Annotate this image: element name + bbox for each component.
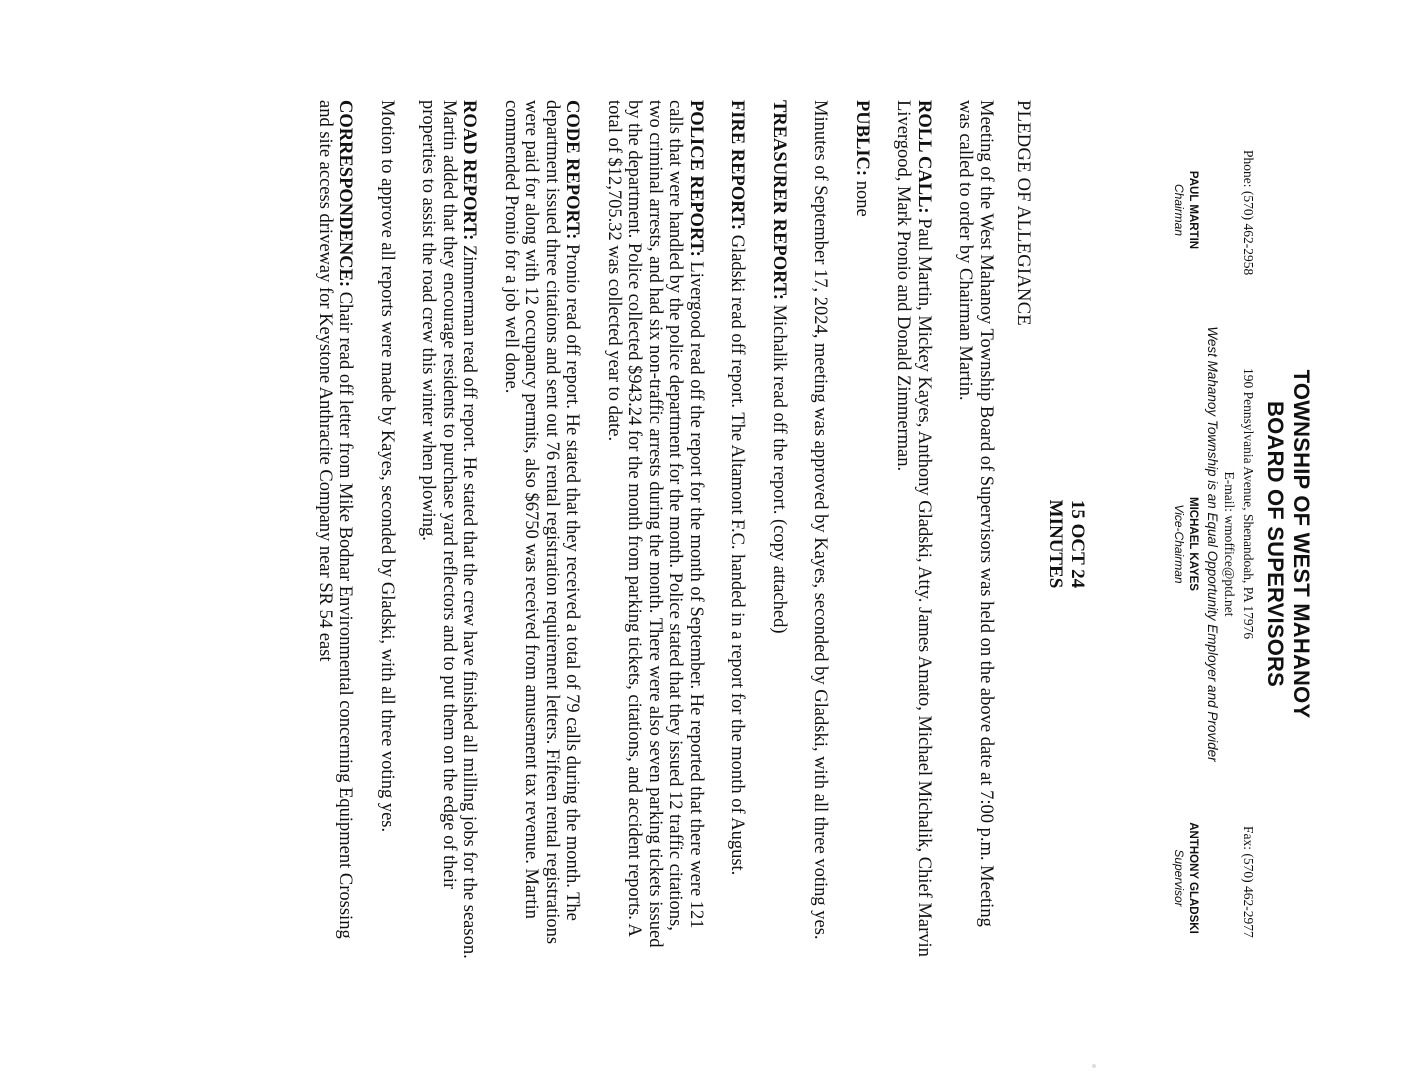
- section-text: Michalik read off the report. (copy attached): [769, 299, 789, 634]
- section-label: POLICE REPORT:: [686, 100, 706, 257]
- treasurer-report-paragraph: [769, 100, 790, 960]
- section-label: TREASURER REPORT:: [769, 100, 789, 300]
- section-label: FIRE REPORT:: [727, 100, 748, 231]
- officer-chairman: [1171, 110, 1200, 310]
- section-label: CODE REPORT:: [562, 100, 583, 240]
- minutes-heading: MINUTES: [1045, 499, 1066, 589]
- officer-name: MICHAEL KAYES: [1187, 497, 1199, 591]
- officer-role: Chairman: [1172, 183, 1186, 237]
- phone-number: Phone: (570) 462-2958: [1241, 150, 1256, 276]
- equal-opportunity-statement: West Mahanoy Township is an Equal Opportunity Employer and Provider: [1205, 326, 1220, 762]
- minutes-approval-paragraph: Minutes of September 17, 2024, meeting was approved by Kayes, seconded by Gladski, with all three voting yes.: [810, 100, 831, 940]
- section-text: none: [852, 176, 872, 217]
- minutes-body: [294, 100, 997, 960]
- fax-number: Fax: (570) 462-2977: [1241, 826, 1256, 938]
- meeting-date: 15 OCT 24: [1067, 499, 1088, 589]
- officer-vice-chairman: [1171, 444, 1200, 644]
- section-text: Pronio read off report. He stated that they received a total of 79 calls during the month. The department issued three citations and sent out 76 rental registration requirement letters. Fifteen rental registrations were paid for along with 12 occupancy permits, also $6750 was received from amusement tax revenue. Martin commended Pronio for a job well done.: [501, 100, 583, 945]
- officer-role: Supervisor: [1172, 849, 1186, 907]
- email: E-mail: wmoffice@ptd.net: [1222, 471, 1237, 617]
- correspondence-paragraph: [315, 100, 356, 960]
- pledge-of-allegiance: PLEDGE OF ALLEGIANCE: [1013, 100, 1033, 326]
- address: 190 Pennsylvania Avenue, Shenandoah, PA 17976: [1241, 368, 1256, 640]
- scan-speck: [1092, 1064, 1096, 1068]
- section-label: ROLL CALL:: [914, 100, 934, 214]
- officer-role: Vice-Chairman: [1172, 504, 1186, 584]
- contact-row: [1238, 110, 1256, 978]
- police-report-paragraph: [604, 100, 707, 960]
- opening-paragraph: Meeting of the West Mahanoy Township Board of Supervisors was held on the above date at 7:00 p.m. Meeting was called to order by Chairman Martin.: [955, 100, 996, 927]
- officer-name: ANTHONY GLADSKI: [1187, 822, 1199, 934]
- section-text: Zimmerman read off report. He stated that the crew have finished all milling jobs for the season. Martin added that they encourage residents to purchase yard reflectors and to put them on the edge of their properties to assist the road crew this winter when plowing.: [418, 100, 480, 959]
- officers-row: [1160, 110, 1200, 978]
- officer-supervisor: [1171, 778, 1200, 978]
- section-text: Gladski read off report. The Altamont F.C. handed in a report for the month of August.: [727, 230, 748, 876]
- board-title: BOARD OF SUPERVISORS: [1263, 401, 1288, 687]
- meeting-header: [1044, 0, 1088, 1088]
- fire-report-paragraph: [727, 100, 748, 960]
- letterhead: [1160, 110, 1314, 978]
- roll-call-paragraph: [893, 100, 934, 960]
- township-title: TOWNSHIP OF WEST MAHANOY: [1289, 369, 1314, 719]
- public-paragraph: [852, 100, 873, 960]
- road-report-paragraph: [418, 100, 480, 960]
- section-label: ROAD REPORT:: [459, 100, 480, 241]
- motion-paragraph: Motion to approve all reports were made by Kayes, seconded by Gladski, with all three voting yes.: [377, 100, 397, 833]
- section-label: PUBLIC:: [852, 100, 872, 177]
- section-text: Chair read off letter from Mike Bodnar Environmental concerning Equipment Crossing and site access driveway for Keystone Anthracite Company near SR 54 east: [315, 100, 356, 939]
- section-text: Paul Martin, Mickey Kayes, Anthony Gladski, Atty. James Amato, Michael Michalik, Chief Marvin Livergood, Mark Pronio and Donald Zimmerman.: [893, 100, 934, 957]
- section-text: Livergood read off the report for the month of September. He reported that there were 121 calls that were handled by the police department for the month. Police stated that they issued 12 traffic citations, two criminal arrests, and had six non-traffic arrests during the month. There were also seven parking tickets issued by the department. Police collected $943.24 for the month from parking tickets, citations, and accident reports. A total of $12,705.32 was collected year to date.: [604, 100, 706, 948]
- section-label: CORRESPONDENCE:: [335, 100, 356, 288]
- code-report-paragraph: [501, 100, 583, 960]
- officer-name: PAUL MARTIN: [1187, 170, 1199, 250]
